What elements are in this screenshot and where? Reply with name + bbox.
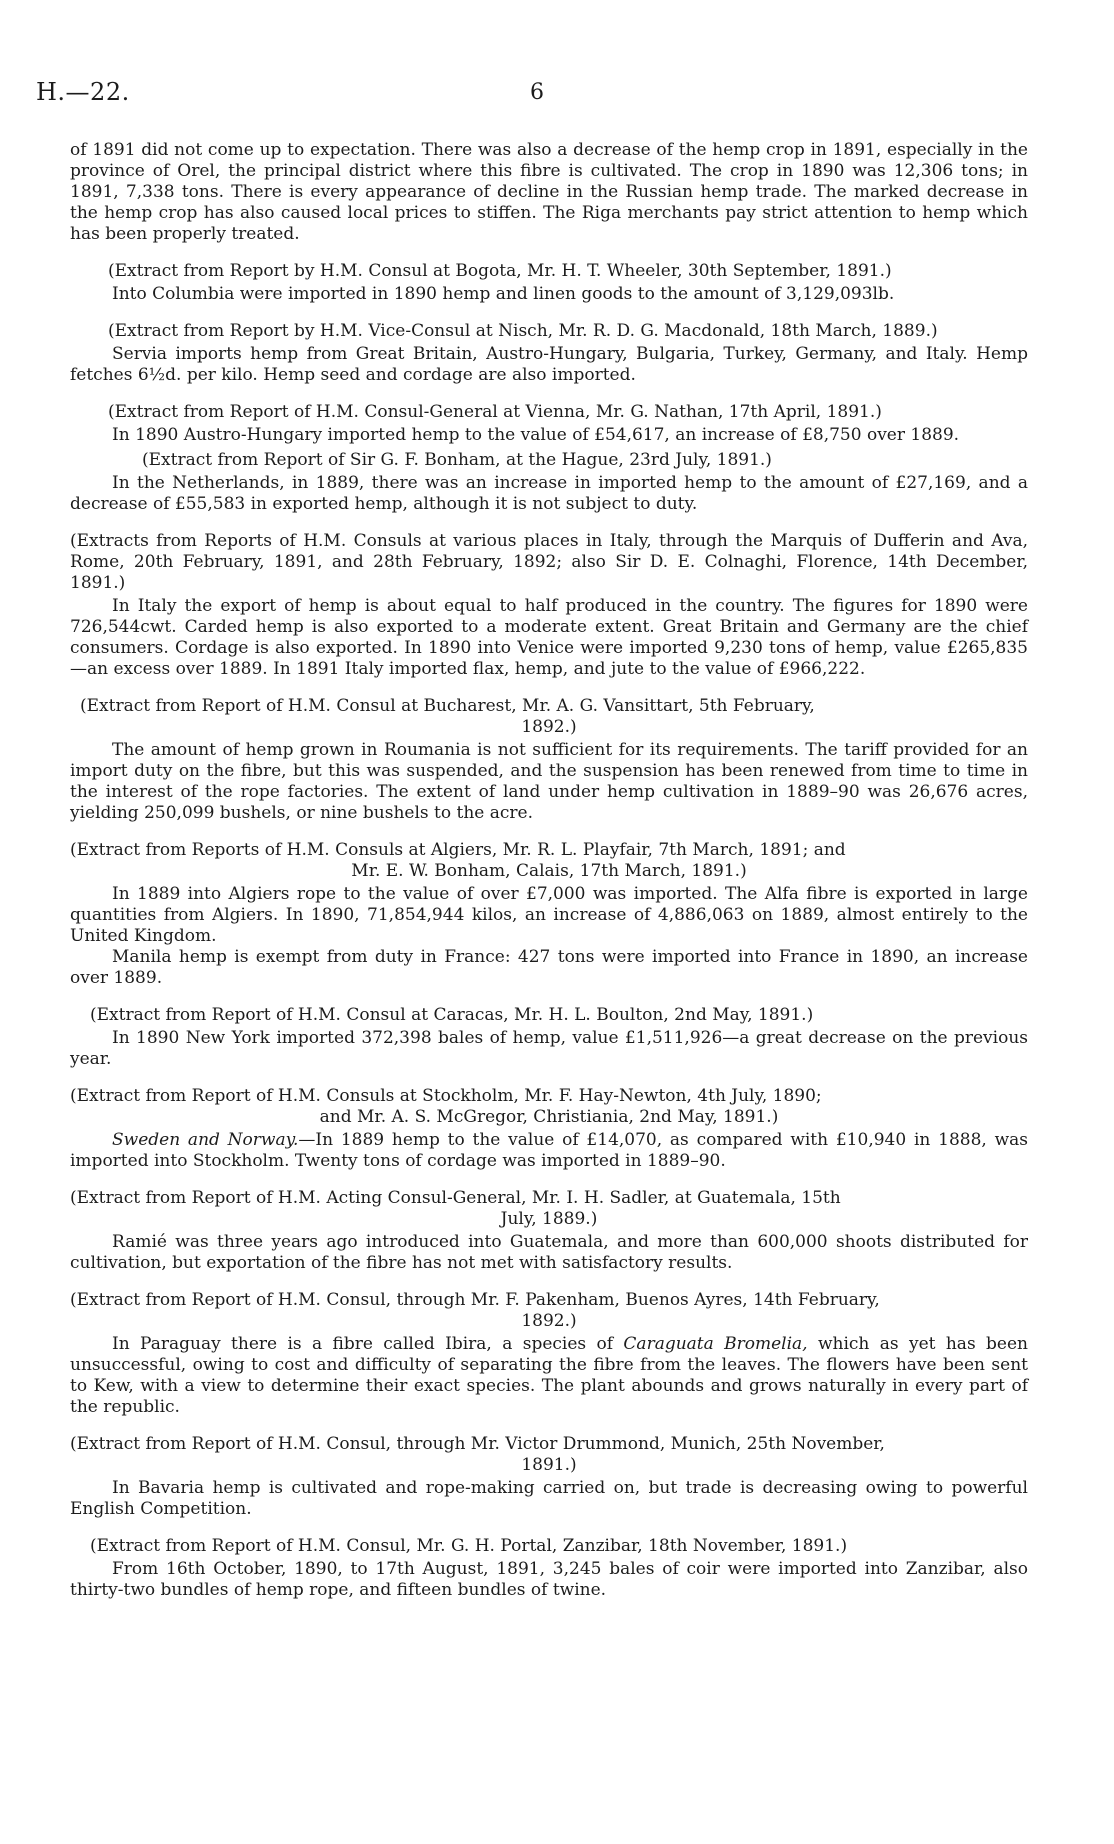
extract-heading-line: (Extract from Report of H.M. Consuls at Stockholm, Mr. F. Hay-Newton, 4th July, 1890; (70, 1086, 822, 1106)
extract-heading-line: 1892.) (521, 1311, 577, 1331)
page-number: 6 (530, 80, 544, 105)
document-reference: H.—22. (36, 78, 130, 106)
paragraph: Servia imports hemp from Great Britain, Austro-Hungary, Bulgaria, Turkey, Germany, and Italy. Hemp fetches 6½d. per kilo. Hemp seed and cordage are also imported. (70, 344, 1028, 385)
extract-heading-line: 1892.) (521, 717, 577, 737)
species-name: Caraguata Bromelia, (623, 1334, 808, 1354)
extract-heading (70, 1188, 1028, 1230)
extract-heading-line: (Extract from Report of H.M. Consul at Bucharest, Mr. A. G. Vansittart, 5th February, (80, 696, 815, 716)
paragraph: In 1890 New York imported 372,398 bales of hemp, value £1,511,926—a great decrease on the previous year. (70, 1028, 1028, 1069)
extract-heading: (Extracts from Reports of H.M. Consuls at various places in Italy, through the Marquis of Dufferin and Ava, Rome, 20th February, 1891, and 28th February, 1892; also Sir D. E. Colnaghi, Florence, 14th December, 1891.) (70, 531, 1028, 593)
extract-heading-line: and Mr. A. S. McGregor, Christiania, 2nd May, 1891.) (319, 1107, 779, 1127)
paragraph: Into Columbia were imported in 1890 hemp and linen goods to the amount of 3,129,093lb. (112, 284, 895, 304)
extract-heading (70, 1086, 1028, 1128)
paragraph: of 1891 did not come up to expectation. There was also a decrease of the hemp crop in 1891, especially in the province of Orel, the principal district where this fibre is cultivated. The crop in 1890 was 12,306 tons; in 1891, 7,338 tons. There is every appearance of decline in the Russian hemp trade. The marked decrease in the hemp crop has also caused local prices to stiffen. The Riga merchants pay strict attention to hemp which has been properly treated. (70, 140, 1028, 244)
extract-heading-line: (Extract from Reports of H.M. Consuls at Algiers, Mr. R. L. Playfair, 7th March, 1891; and (70, 840, 846, 860)
extract-heading: (Extract from Report of H.M. Consul at Caracas, Mr. H. L. Boulton, 2nd May, 1891.) (90, 1005, 814, 1025)
paragraph: In Bavaria hemp is cultivated and rope-making carried on, but trade is decreasing owing to powerful English Competition. (70, 1478, 1028, 1519)
extract-heading: (Extract from Report by H.M. Consul at Bogota, Mr. H. T. Wheeler, 30th September, 1891.) (108, 261, 892, 281)
extract-heading: (Extract from Report of Sir G. F. Bonham, at the Hague, 23rd July, 1891.) (142, 450, 772, 470)
paragraph: In Italy the export of hemp is about equal to half produced in the country. The figures for 1890 were 726,544cwt. Carded hemp is also exported to a moderate extent. Great Britain and Germany are the chief consumers. Cordage is also exported. In 1890 into Venice were imported 9,230 tons of hemp, value £265,835—an excess over 1889. In 1891 Italy imported flax, hemp, and jute to the value of £966,222. (70, 596, 1028, 679)
extract-heading (70, 1434, 1028, 1476)
paragraph-lead: Sweden and Norway. (112, 1130, 299, 1150)
document-body (70, 140, 1028, 1601)
extract-heading-line: (Extract from Report of H.M. Acting Consul-General, Mr. I. H. Sadler, at Guatemala, 15th (70, 1188, 841, 1208)
paragraph: In the Netherlands, in 1889, there was an increase in imported hemp to the amount of £27,169, and a decrease of £55,583 in exported hemp, although it is not subject to duty. (70, 473, 1028, 514)
extract-heading: (Extract from Report by H.M. Vice-Consul at Nisch, Mr. R. D. G. Macdonald, 18th March, 1889.) (108, 321, 938, 341)
paragraph: From 16th October, 1890, to 17th August, 1891, 3,245 bales of coir were imported into Zanzibar, also thirty-two bundles of hemp rope, and fifteen bundles of twine. (70, 1559, 1028, 1600)
extract-heading: (Extract from Report of H.M. Consul-General at Vienna, Mr. G. Nathan, 17th April, 1891.) (108, 402, 882, 422)
extract-heading (70, 840, 1028, 882)
extract-heading (70, 1290, 1028, 1332)
extract-heading-line: Mr. E. W. Bonham, Calais, 17th March, 1891.) (351, 861, 747, 881)
extract-heading-line: 1891.) (521, 1455, 577, 1475)
paragraph-text: which as yet has been unsuccessful, owing to cost and difficulty of separating the fibre from the leaves. The flowers have been sent to Kew, with a view to determine their exact species. The plant abounds and grows naturally in every part of the republic. (70, 1334, 1028, 1417)
paragraph: Manila hemp is exempt from duty in France: 427 tons were imported into France in 1890, an increase over 1889. (70, 947, 1028, 988)
paragraph (70, 1334, 1028, 1418)
paragraph: In 1889 into Algiers rope to the value of over £7,000 was imported. The Alfa fibre is exported in large quantities from Algiers. In 1890, 71,854,944 kilos, an increase of 4,886,063 on 1889, almost entirely to the United Kingdom. (70, 884, 1028, 946)
paragraph: The amount of hemp grown in Roumania is not sufficient for its requirements. The tariff provided for an import duty on the fibre, but this was suspended, and the suspension has been renewed from time to time in the interest of the rope factories. The extent of land under hemp cultivation in 1889–90 was 26,676 acres, yielding 250,099 bushels, or nine bushels to the acre. (70, 740, 1028, 823)
paragraph: In 1890 Austro-Hungary imported hemp to the value of £54,617, an increase of £8,750 over 1889. (112, 425, 960, 445)
paragraph: Ramié was three years ago introduced into Guatemala, and more than 600,000 shoots distributed for cultivation, but exportation of the fibre has not met with satisfactory results. (70, 1232, 1028, 1273)
extract-heading: (Extract from Report of H.M. Consul, Mr. G. H. Portal, Zanzibar, 18th November, 1891.) (90, 1536, 848, 1556)
paragraph-text: In Paraguay there is a fibre called Ibira, a species of (112, 1334, 624, 1354)
paragraph-text: —In 1889 hemp to the value of £14,070, as compared with £10,940 in 1888, was imported into Stockholm. Twenty tons of cordage was imported in 1889–90. (70, 1130, 1028, 1171)
extract-heading (70, 696, 1028, 738)
extract-heading-line: (Extract from Report of H.M. Consul, through Mr. F. Pakenham, Buenos Ayres, 14th February, (70, 1290, 880, 1310)
extract-heading-line: July, 1889.) (500, 1209, 598, 1229)
extract-heading-line: (Extract from Report of H.M. Consul, through Mr. Victor Drummond, Munich, 25th November, (70, 1434, 885, 1454)
paragraph (70, 1130, 1028, 1172)
